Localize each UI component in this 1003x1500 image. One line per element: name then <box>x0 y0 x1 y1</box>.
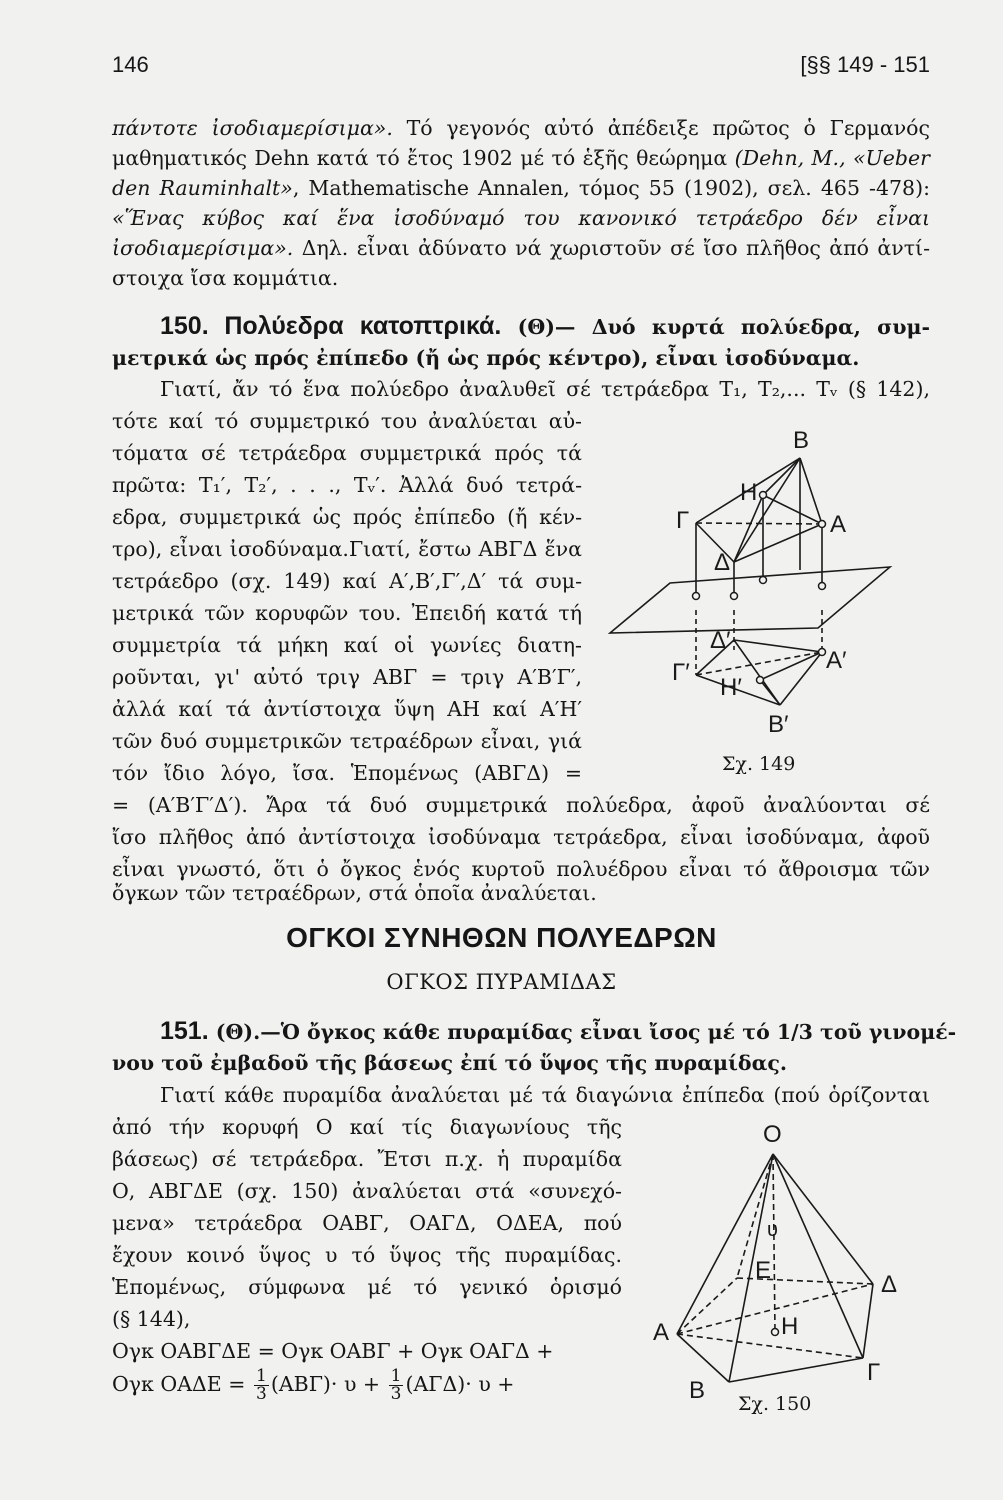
vertex-dot <box>819 521 826 528</box>
vertex-dot <box>819 583 826 590</box>
vertex-dot <box>819 649 826 656</box>
text-line: Γιατί, ἄν τό ἕνα πολύεδρο ἀναλυθεῖ σέ τετράεδρα T₁, T₂,... Tᵥ (§ 142), <box>160 377 930 401</box>
label-O: O <box>763 1121 782 1148</box>
vertex-dot <box>693 593 700 600</box>
text-line: Ἑπομένως, σύμφωνα μέ τό γενικό ὁρισμό <box>112 1275 622 1299</box>
text-line: Ο, ΑΒΓΔΕ (σχ. 150) ἀναλύεται στά «συνεχό- <box>112 1179 622 1203</box>
text-line: μενα» τετράεδρα ΟΑΒΓ, ΟΑΓΔ, ΟΔΕΑ, πού <box>112 1211 622 1235</box>
figure-150 <box>625 1108 925 1408</box>
text-line: ἀλλά καί τά ἀντίστοιχα ὕψη ΑΗ καί Α′Η′ <box>112 697 582 721</box>
label-H: H <box>781 1313 799 1340</box>
edge <box>760 652 822 680</box>
section-range: [§§ 149 - 151 <box>800 52 930 77</box>
figure-149 <box>600 420 900 750</box>
label-Gamma: Γ <box>676 507 690 534</box>
label-A: A <box>830 511 847 538</box>
label-E: E <box>755 1257 772 1284</box>
text-line: μετρικά τῶν κορυφῶν του. Ἐπειδή κατά τή <box>112 601 582 625</box>
theorem-text: νου τοῦ ἐμβαδοῦ τῆς βάσεως ἐπί τό ὕψος τῆς πυραμίδας. <box>112 1051 787 1075</box>
height-line <box>773 1154 775 1332</box>
diagonal-hidden <box>677 1334 863 1358</box>
label-B: B <box>689 1377 706 1404</box>
vertex-dot <box>760 577 767 584</box>
edge <box>780 652 822 705</box>
label-B-prime: B′ <box>768 711 789 738</box>
vertex-dot <box>760 492 767 499</box>
text-line: στοιχα ἴσα κομμάτια. <box>112 266 339 290</box>
foot-dot <box>772 1329 779 1336</box>
text-line: τῶν δυό συμμετρικῶν τετραέδρων εἶναι, γιά <box>112 729 582 753</box>
label-B: B <box>793 427 810 454</box>
text-line: τόν ἴδιο λόγο, ἴσα. Ἑπομένως (ΑΒΓΔ) = <box>112 761 582 785</box>
edge <box>773 1154 873 1284</box>
equation-line: Ογκ ΟΑΔΕ = $\frac{1}{3}$ (ΑΒΓ)· υ + $\frac{1}{3}$ (ΑΓΔ)· υ + <box>112 1366 515 1404</box>
text-line: πάντοτε ἰσοδιαμερίσιμα». Τό γεγονός αὐτό ἀπέδειξε πρῶτος ὁ Γερμανός <box>112 116 930 140</box>
label-Delta: Δ <box>881 1271 898 1298</box>
text-line: = (Α′Β′Γ′Δ′). Ἄρα τά δυό συμμετρικά πολύεδρα, ἀφοῦ ἀναλύονται σέ <box>112 793 930 817</box>
label-Gamma-prime: Γ′ <box>672 659 690 686</box>
edge-hidden <box>696 652 822 675</box>
text-line: τρο), εἶναι ἰσοδύναμα.Γιατί, ἔστω ΑΒΓΔ ἕνα <box>112 537 582 561</box>
text-line: ὄγκων τῶν τετραέδρων, στά ὁποῖα ἀναλύεται. <box>112 881 597 905</box>
vertex-dot <box>731 593 738 600</box>
page-number: 146 <box>112 52 149 77</box>
symmetry-plane <box>610 567 890 633</box>
label-Delta-prime: Δ′ <box>710 627 731 654</box>
label-A-prime: A′ <box>826 647 847 674</box>
section-150-heading: 150. Πολύεδρα κατοπτρικά. (Θ)— Δυό κυρτά πολύεδρα, συμ- <box>160 312 930 340</box>
label-A: A <box>653 1319 670 1346</box>
text-line: εδρα, συμμετρικά ὡς πρός ἐπίπεδο (ἤ κέν- <box>112 505 582 529</box>
fraction: $\frac{1}{3}$ <box>256 1366 267 1404</box>
label-H: H <box>740 479 758 506</box>
text-line: «Ἕνας κύβος καί ἕνα ἰσοδύναμό του κανονικό τετράεδρο δέν εἶναι <box>112 206 930 230</box>
chapter-subtitle: ΟΓΚΟΣ ΠΥΡΑΜΙΔΑΣ <box>386 970 617 994</box>
edge <box>763 458 800 495</box>
equation-line: Ογκ ΟΑΒΓΔΕ = Ογκ ΟΑΒΓ + Ογκ ΟΑΓΔ + <box>112 1339 554 1363</box>
vertex-dot <box>757 677 764 684</box>
text-line: ἔχουν κοινό ὕψος υ τό ὕψος τῆς πυραμίδας. <box>112 1243 622 1267</box>
text-line: βάσεως) σέ τετράεδρα. Ἔτσι π.χ. ἡ πυραμίδα <box>112 1147 622 1171</box>
edge <box>734 458 800 562</box>
text-line: ἴσο πλῆθος ἀπό ἀντίστοιχα ἰσοδύναμα τετράεδρα, εἶναι ἰσοδύναμα, ἀφοῦ <box>112 825 930 849</box>
text-line: (§ 144), <box>112 1307 191 1331</box>
chapter-title: ΟΓΚΟΙ ΣΥΝΗΘΩΝ ΠΟΛΥΕΔΡΩΝ <box>286 922 717 953</box>
edge-hidden <box>696 523 822 524</box>
section-151-heading: 151. (Θ).—Ὁ ὄγκος κάθε πυραμίδας εἶναι ἴσος μέ τό 1/3 τοῦ γινομέ- <box>160 1017 957 1045</box>
text-line: εἶναι γνωστό, ὅτι ὁ ὄγκος ἑνός κυρτοῦ πολυέδρου εἶναι τό ἄθροισμα τῶν <box>112 857 930 881</box>
edge <box>729 1358 863 1382</box>
theorem-text: μετρικά ὡς πρός ἐπίπεδο (ἤ ὡς πρός κέντρο), εἶναι ἰσοδύναμα. <box>112 346 860 370</box>
label-H-prime: H′ <box>720 674 742 701</box>
text-line: den Rauminhalt», Mathematische Annalen, τόμος 55 (1902), σελ. 465 -478): <box>112 176 931 200</box>
figure-150-caption: Σχ. 150 <box>738 1393 812 1415</box>
text-line: ροῦνται, γι' αὐτό τριγ ΑΒΓ = τριγ Α′Β′Γ′, <box>112 665 582 689</box>
fraction: $\frac{1}{3}$ <box>390 1366 402 1404</box>
edge <box>734 640 822 652</box>
edge <box>677 1154 773 1334</box>
text-line: τετράεδρο (σχ. 149) καί Α′,Β′,Γ′,Δ′ τά συμ- <box>112 569 582 593</box>
text-line: ἀπό τήν κορυφή Ο καί τίς διαγωνίους τῆς <box>112 1115 622 1139</box>
text-line: ἰσοδιαμερίσιμα». Δηλ. εἶναι ἀδύνατο νά χωριστοῦν σέ ἴσο πλῆθος ἀπό ἀντί- <box>112 236 930 260</box>
label-Delta: Δ <box>714 549 731 576</box>
text-line: συμμετρία τά μήκη καί οἱ γωνίες διατη- <box>112 633 582 657</box>
text-line: μαθηματικός Dehn κατά τό ἔτος 1902 μέ τό ἑξῆς θεώρημα (Dehn, M., «Ueber <box>112 146 930 170</box>
text-line: Γιατί κάθε πυραμίδα ἀναλύεται μέ τά διαγώνια ἐπίπεδα (πού ὁρίζονται <box>160 1083 930 1107</box>
label-height: υ <box>767 1219 778 1241</box>
text-line: τότε καί τό συμμετρικό του ἀναλύεται αὐ- <box>112 409 582 433</box>
text-line: πρῶτα: T₁′, T₂′, . . ., Tᵥ′. Ἀλλά δυό τετρά- <box>112 473 582 497</box>
label-Gamma: Γ <box>867 1359 881 1386</box>
text-line: τόματα σέ τετράεδρα συμμετρικά πρός τά <box>112 441 582 465</box>
figure-149-caption: Σχ. 149 <box>722 753 796 775</box>
edge <box>863 1284 873 1358</box>
edge <box>677 1334 729 1382</box>
